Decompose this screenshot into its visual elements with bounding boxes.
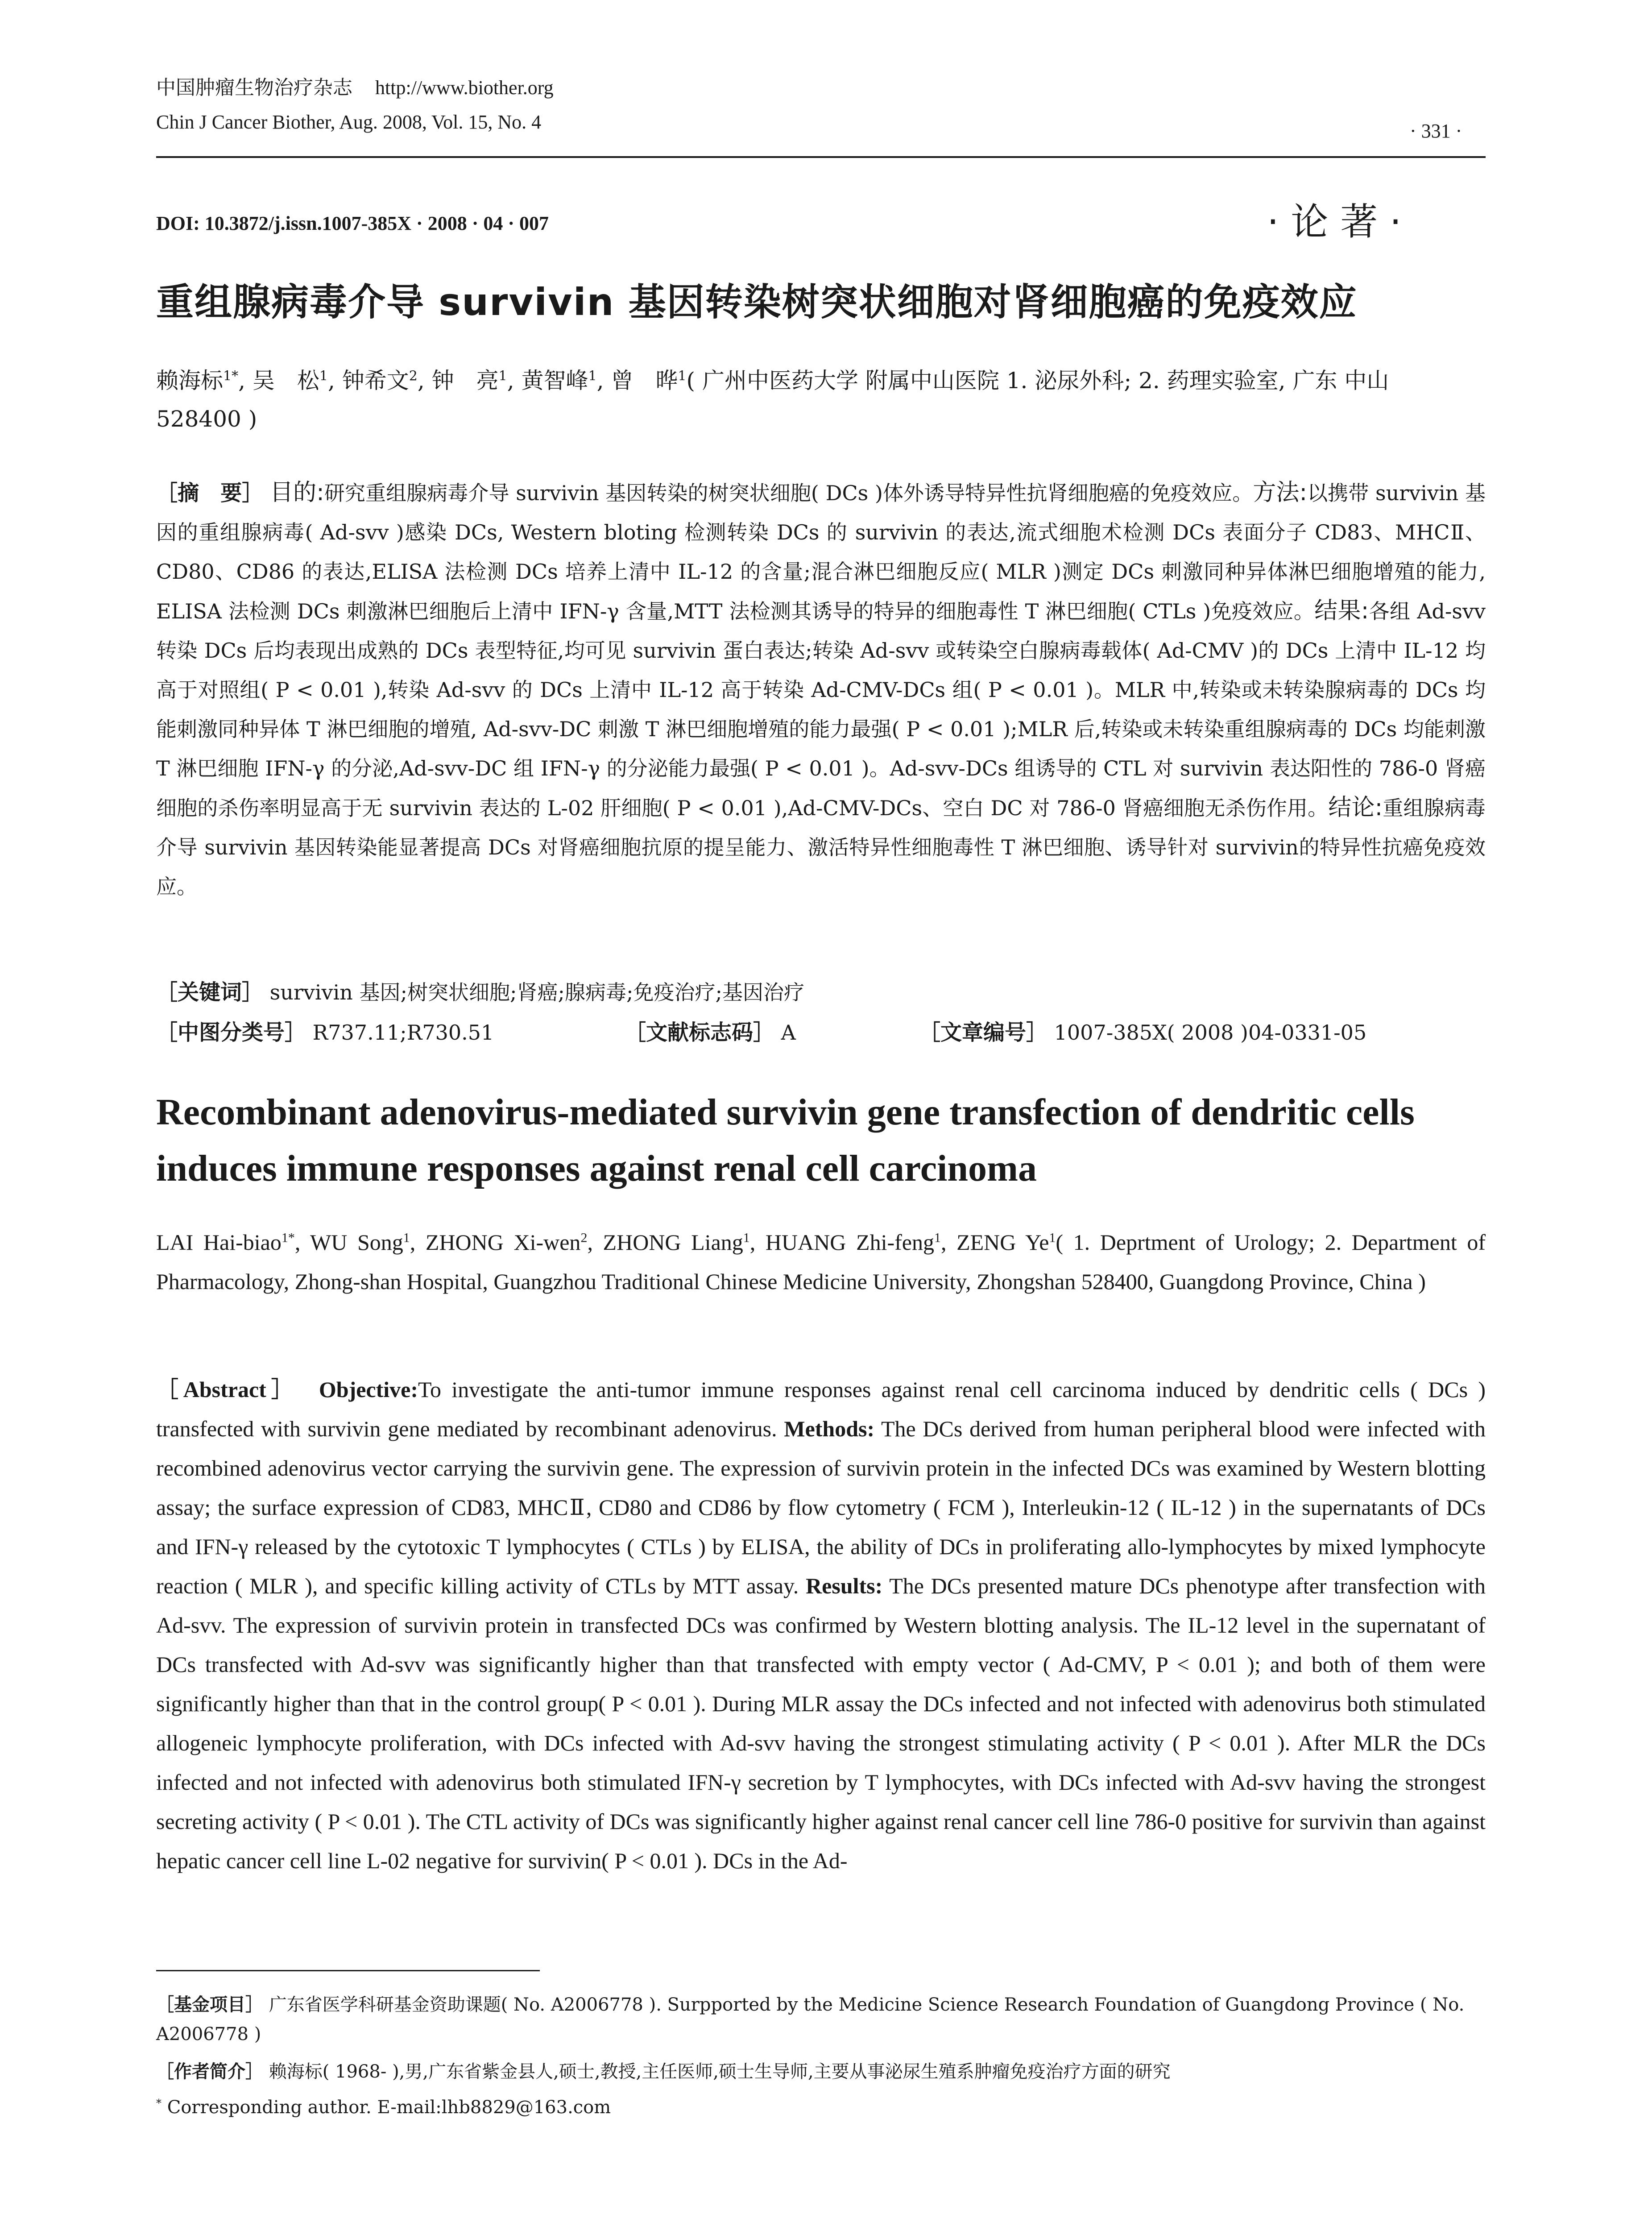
author-cn: 钟希文 — [342, 368, 409, 394]
author-mark: 1* — [281, 1230, 295, 1245]
title-cn: 重组腺病毒介导 survivin 基因转染树突状细胞对肾细胞癌的免疫效应 — [156, 280, 1358, 324]
author-cn: 赖海标 — [156, 368, 223, 394]
keywords-cn-text: survivin 基因;树突状细胞;肾癌;腺病毒;免疫治疗;基因治疗 — [269, 980, 804, 1004]
footnote-rule — [156, 1970, 540, 1971]
fund-label: ［基金项目］ — [156, 1995, 263, 2015]
author-cn: 黄智峰 — [521, 368, 588, 394]
doc-label: ［文献标志码］ — [625, 1020, 775, 1045]
author-mark: 1 — [498, 368, 507, 384]
section-label: · 论 著 · — [1267, 200, 1402, 244]
author-mark: 1 — [319, 368, 328, 384]
objective-cn: 研究重组腺病毒介导 survivin 基因转染的树突状细胞( DCs )体外诱导特异性抗肾细胞癌的免疫效应。 — [324, 481, 1253, 505]
authors-cn: 赖海标$^{1*}$, 吴 松$^1$, 钟希文$^2$, 钟 亮$^1$, 黄智峰$^1$, 曾 晔$^1$( 广州中医药大学 附属中山医院 1. 泌尿外科; 2. 药理实验室, 广东 中山 528400 ) — [156, 368, 1412, 432]
abstract-cn-label: ［摘 要］ — [156, 481, 264, 506]
conclusion-cn-head: 结论: — [1328, 794, 1383, 821]
author-mark: 1 — [934, 1230, 941, 1245]
article-number — [919, 1015, 1366, 1046]
title-en: Recombinant adenovirus-mediated survivin gene transfection of dendritic cells induces immune responses against renal cell carcinoma — [156, 1091, 1415, 1189]
affiliation-en: ( 1. Deprtment of Urology; 2. Department of Pharmacology, Zhong-shan Hospital, Guangzhou Traditional Chinese Medicine University, Zhongshan 528400, Guangdong Province, China ) — [156, 1230, 1486, 1294]
methods-en: The DCs derived from human peripheral blood were infected with recombined adenovirus vector carrying the survivin gene. The expression of survivin protein in the infected DCs was examined by Western blotting assay; the surface expression of CD83, MHCⅡ, CD80 and CD86 by flow cytometry ( FCM ), Interleukin-12 ( IL-12 ) in the supernatants of DCs and IFN-γ released by the cytotoxic T lymphocytes ( CTLs ) by ELISA, the ability of DCs in proliferating allo-lymphocytes by mixed lymphocyte reaction ( MLR ), and specific killing activity of CTLs by MTT assay. — [156, 1416, 1486, 1598]
doi: DOI: 10.3872/j.issn.1007-385X · 2008 · 04 · 007 — [156, 212, 549, 234]
keywords-cn — [156, 975, 804, 1006]
author-mark: 1 — [678, 368, 687, 384]
results-cn: 各组 Ad-svv 转染 DCs 后均表现出成熟的 DCs 表型特征,均可见 survivin 蛋白表达;转染 Ad-svv 或转染空白腺病毒载体( Ad-CMV )的 DCs 上清中 IL-12 均高于对照组( P < 0.01 ),转染 Ad-svv 的 DCs 上清中 IL-12 高于转染 Ad-CMV-DCs 组( P < 0.01 )。MLR 中,转染或未转染腺病毒的 DCs 均能刺激同种异体 T 淋巴细胞的增殖, Ad-svv-DC 刺激 T 淋巴细胞增殖的能力最强( P < 0.01 );MLR 后,转染或未转染重组腺病毒的 DCs 均能刺激 T 淋巴细胞 IFN-γ 的分泌,Ad-svv-DC 组 IFN-γ 的分泌能力最强( P < 0.01 )。Ad-svv-DCs 组诱导的 CTL 对 survivin 表达阳性的 786-0 肾癌细胞的杀伤率明显高于无 survivin 表达的 L-02 肝细胞( P < 0.01 ),Ad-CMV-DCs、空白 DC 对 786-0 肾癌细胞无杀伤作用。 — [156, 599, 1486, 820]
footnote-bio — [156, 2057, 1486, 2086]
header-rule — [156, 156, 1486, 158]
page-number: · 331 · — [1410, 120, 1462, 142]
author-cn: 吴 松 — [252, 368, 319, 394]
author-en: LAI Hai-biao — [156, 1230, 282, 1255]
clc-value: R737.11;R730.51 — [312, 1020, 494, 1045]
doc-value: A — [781, 1020, 796, 1045]
author-mark: 2 — [580, 1230, 588, 1245]
author-en: HUANG Zhi-feng — [765, 1230, 934, 1255]
author-cn: 钟 亮 — [431, 368, 499, 394]
author-en: ZHONG Liang — [603, 1230, 743, 1255]
author-mark: 1 — [403, 1230, 410, 1245]
fund-text: 广东省医学科研基金资助课题( No. A2006778 ). Surpported by the Medicine Science Research Foundation of Guangdong Province ( No. A2006778 ) — [156, 1995, 1465, 2044]
methods-en-head: Methods: — [784, 1416, 875, 1441]
authors-en: LAI Hai-biao$^{1*}$, WU Song$^1$, ZHONG Xi-wen$^2$, ZHONG Liang$^1$, HUANG Zhi-feng$^1$, ZENG Ye$^1$( 1. Deprtment of Urology; 2. Department of Pharmacology, Zhong-shan Hospital, Guangzhou Traditional Chinese Medicine University, Zhongshan 528400, Guangdong Province, China ) — [156, 1230, 1486, 1294]
conclusion-cn: 重组腺病毒介导 survivin 基因转染能显著提高 DCs 对肾癌细胞抗原的提呈能力、激活特异性细胞毒性 T 淋巴细胞、诱导针对 survivin的特异性抗癌免疫效应。 — [156, 796, 1486, 899]
objective-en: To investigate the anti-tumor immune responses against renal cell carcinoma induced by dendritic cells ( DCs ) transfected with survivin gene mediated by recombinant adenovirus. — [156, 1377, 1486, 1441]
clc-label: ［中图分类号］ — [156, 1020, 306, 1045]
results-cn-head: 结果: — [1314, 597, 1369, 624]
document-code — [625, 1015, 796, 1046]
journal-name-cn: 中国肿瘤生物治疗杂志 — [156, 77, 352, 99]
abstract-en-label: ［Abstract］ — [156, 1377, 298, 1402]
journal-citation: Chin J Cancer Biother, Aug. 2008, Vol. 15, No. 4 — [156, 111, 542, 133]
methods-cn: 以携带 survivin 基因的重组腺病毒( Ad-svv )感染 DCs, Western bloting 检测转染 DCs 的 survivin 的表达,流式细胞术检测 DCs 表面分子 CD83、MHCⅡ、CD80、CD86 的表达,ELISA 法检测 DCs 培养上清中 IL-12 的含量;混合淋巴细胞反应( MLR )测定 DCs 刺激同种异体淋巴细胞增殖的能力, ELISA 法检测 DCs 刺激淋巴细胞后上清中 IFN-γ 含量,MTT 法检测其诱导的特异的细胞毒性 T 淋巴细胞( CTLs )免疫效应。 — [156, 481, 1486, 623]
corresponding-text: Corresponding author. E-mail:lhb8829@163.com — [167, 2097, 611, 2118]
objective-en-head: Objective: — [319, 1377, 418, 1402]
bio-text: 赖海标( 1968- ),男,广东省紫金县人,硕士,教授,主任医师,硕士生导师,主要从事泌尿生殖系肿瘤免疫治疗方面的研究 — [269, 2061, 1171, 2082]
author-mark: 1* — [223, 368, 239, 384]
author-en: ZHONG Xi-wen — [425, 1230, 581, 1255]
journal-url[interactable]: http://www.biother.org — [375, 77, 554, 99]
clc-code — [156, 1015, 494, 1046]
keywords-cn-label: ［关键词］ — [156, 980, 264, 1005]
objective-cn-head: 目的: — [270, 479, 324, 506]
author-mark: 1 — [588, 368, 597, 384]
corresponding-mark: * — [156, 2097, 161, 2110]
journal-header-cn — [156, 71, 571, 100]
author-cn: 曾 晔 — [611, 368, 678, 394]
author-en: ZENG Ye — [956, 1230, 1049, 1255]
footnote-fund — [156, 1990, 1486, 2049]
author-mark: 1 — [743, 1230, 750, 1245]
author-mark: 1 — [1049, 1230, 1056, 1245]
results-en: The DCs presented mature DCs phenotype after transfection with Ad-svv. The expression of survivin protein in transfected DCs was confirmed by Western blotting analysis. The IL-12 level in the supernatant of DCs transfected with Ad-svv was significantly higher than that transfected with empty vector ( Ad-CMV, P < 0.01 ); and both of them were significantly higher than that in the control group( P < 0.01 ). During MLR assay the DCs infected and not infected with adenovirus both stimulated allogeneic lymphocyte proliferation, with DCs infected with Ad-svv having the strongest stimulating activity ( P < 0.01 ). After MLR the DCs infected and not infected with adenovirus both stimulated IFN-γ secretion by T lymphocytes, with DCs infected with Ad-svv having the strongest secreting activity ( P < 0.01 ). The CTL activity of DCs was significantly higher against renal cancer cell line 786-0 positive for survivin than against hepatic cancer cell line L-02 negative for survivin( P < 0.01 ). DCs in the Ad- — [156, 1573, 1486, 1873]
methods-cn-head: 方法: — [1253, 479, 1308, 506]
article-label: ［文章编号］ — [919, 1020, 1048, 1045]
author-en: WU Song — [310, 1230, 403, 1255]
results-en-head: Results: — [806, 1573, 883, 1598]
affiliation-cn: ( 广州中医药大学 附属中山医院 1. 泌尿外科; 2. 药理实验室, 广东 中山 528400 ) — [156, 368, 1412, 432]
footnote-corresponding — [156, 2093, 1486, 2122]
abstract-en — [156, 1370, 1486, 1880]
abstract-cn — [156, 473, 1486, 906]
article-value: 1007-385X( 2008 )04-0331-05 — [1054, 1020, 1367, 1045]
author-mark: 2 — [409, 368, 418, 384]
bio-label: ［作者简介］ — [156, 2061, 263, 2082]
